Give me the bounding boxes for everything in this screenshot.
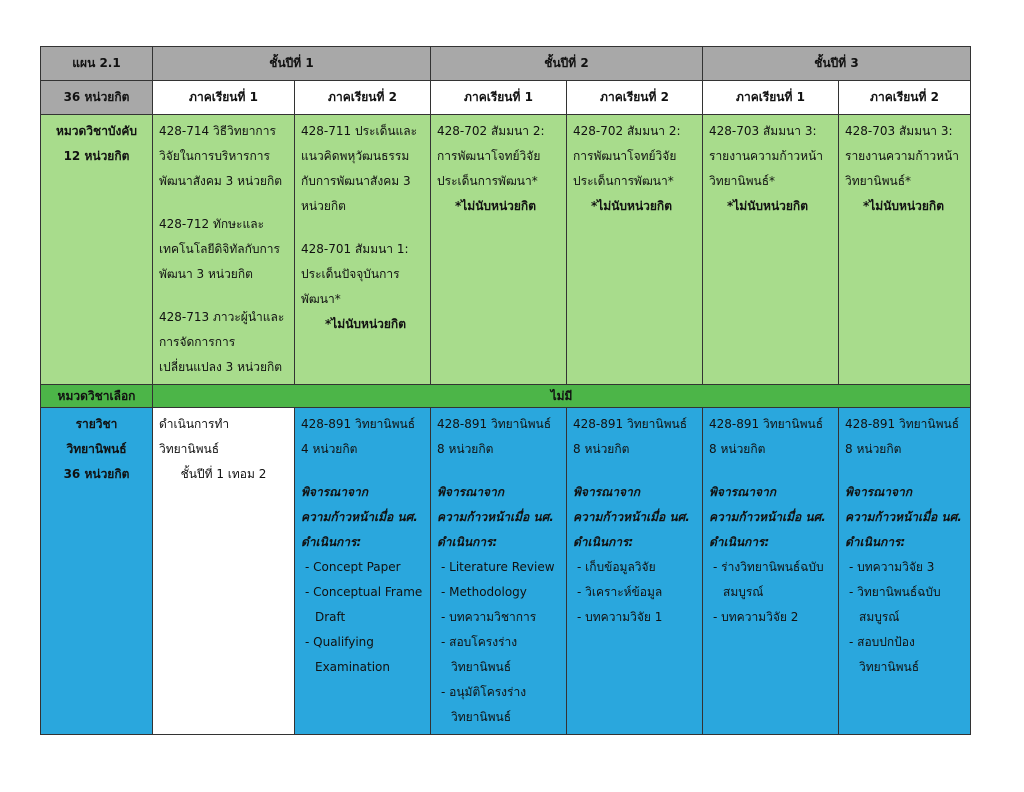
task-item: - Qualifying Examination: [305, 635, 391, 674]
thesis-label-line2: วิทยานิพนธ์: [66, 442, 127, 456]
action-label: ดำเนินการ:: [301, 535, 362, 549]
plan-label: แผน 2.1: [41, 47, 153, 81]
term-header: ภาคเรียนที่ 1: [153, 81, 295, 115]
thesis-y2t2: [567, 408, 703, 735]
task-item: - บทความวิจัย 1: [577, 610, 663, 624]
consider-label: พิจารณาจาก: [301, 485, 369, 499]
no-credit-note: *ไม่นับหน่วยกิต: [727, 199, 808, 213]
action-label: ดำเนินการ:: [709, 535, 770, 549]
term-header: ภาคเรียนที่ 2: [567, 81, 703, 115]
thesis-y3t2: [839, 408, 971, 735]
course-item: 428-711 ประเด็นและแนวคิดพหุวัฒนธรรมกับการพัฒนาสังคม 3 หน่วยกิต: [301, 124, 418, 213]
required-y2t2: [567, 115, 703, 385]
term-header: ภาคเรียนที่ 1: [703, 81, 839, 115]
thesis-credits: 4 หน่วยกิต: [301, 442, 358, 456]
course-item: 428-702 สัมมนา 2: การพัฒนาโจทย์วิจัยประเด็นการพัฒนา*: [573, 124, 681, 188]
task-item: - เก็บข้อมูลวิจัย: [577, 560, 656, 574]
required-label-title: หมวดวิชาบังคับ: [55, 124, 138, 138]
required-y1t2: [295, 115, 431, 385]
task-item: - วิเคราะห์ข้อมูล: [577, 585, 663, 599]
thesis-y3t1: [703, 408, 839, 735]
term-header: ภาคเรียนที่ 1: [431, 81, 567, 115]
thesis-credits: 8 หน่วยกิต: [845, 442, 902, 456]
course-item: 428-701 สัมมนา 1: ประเด็นปัจจุบันการพัฒนา*: [301, 242, 409, 306]
no-credit-note: *ไม่นับหน่วยกิต: [591, 199, 672, 213]
task-item: - อนุมัติโครงร่างวิทยานิพนธ์: [441, 685, 527, 724]
no-credit-note: *ไม่นับหน่วยกิต: [455, 199, 536, 213]
task-item: - Literature Review: [441, 560, 555, 574]
thesis-row: [41, 408, 971, 735]
course-item: 428-714 วิธีวิทยาการวิจัยในการบริหารการพัฒนาสังคม 3 หน่วยกิต: [159, 124, 283, 188]
task-item: - บทความวิจัย 2: [713, 610, 799, 624]
required-label-credits: 12 หน่วยกิต: [63, 149, 130, 163]
thesis-label-credits: 36 หน่วยกิต: [63, 467, 130, 481]
total-credits-label: 36 หน่วยกิต: [41, 81, 153, 115]
thesis-label-line1: รายวิชา: [75, 417, 118, 431]
term-header: ภาคเรียนที่ 2: [295, 81, 431, 115]
thesis-y1t2: [295, 408, 431, 735]
progress-label: ความก้าวหน้าเมื่อ นศ.: [709, 510, 826, 524]
required-y2t1: [431, 115, 567, 385]
consider-label: พิจารณาจาก: [845, 485, 913, 499]
action-label: ดำเนินการ:: [845, 535, 906, 549]
task-item: - บทความวิจัย 3: [849, 560, 935, 574]
course-item: 428-702 สัมมนา 2: การพัฒนาโจทย์วิจัยประเด็นการพัฒนา*: [437, 124, 545, 188]
task-item: - Conceptual Frame Draft: [305, 585, 423, 624]
required-y3t1: [703, 115, 839, 385]
task-item: - Concept Paper: [305, 560, 401, 574]
thesis-y1t1: [153, 408, 295, 735]
thesis-course: 428-891 วิทยานิพนธ์: [845, 417, 960, 431]
required-y3t2: [839, 115, 971, 385]
study-plan-table: [40, 46, 971, 735]
thesis-course: 428-891 วิทยานิพนธ์: [437, 417, 552, 431]
task-item: - Methodology: [441, 585, 527, 599]
action-label: ดำเนินการ:: [437, 535, 498, 549]
task-item: - บทความวิชาการ: [441, 610, 537, 624]
action-label: ดำเนินการ:: [573, 535, 634, 549]
task-item: - วิทยานิพนธ์ฉบับสมบูรณ์: [849, 585, 941, 624]
thesis-y2t1: [431, 408, 567, 735]
term-header: ภาคเรียนที่ 2: [839, 81, 971, 115]
thesis-label: [41, 408, 153, 735]
year-1-header: ชั้นปีที่ 1: [153, 47, 431, 81]
required-row: [41, 115, 971, 385]
required-y1t1: [153, 115, 295, 385]
consider-label: พิจารณาจาก: [709, 485, 777, 499]
thesis-credits: 8 หน่วยกิต: [437, 442, 494, 456]
thesis-course: 428-891 วิทยานิพนธ์: [709, 417, 824, 431]
task-item: - สอบปกป้องวิทยานิพนธ์: [849, 635, 920, 674]
thesis-credits: 8 หน่วยกิต: [709, 442, 766, 456]
elective-label: หมวดวิชาเลือก: [41, 385, 153, 408]
progress-label: ความก้าวหน้าเมื่อ นศ.: [301, 510, 418, 524]
course-item: 428-703 สัมมนา 3: รายงานความก้าวหน้าวิทยานิพนธ์*: [845, 124, 960, 188]
progress-label: ความก้าวหน้าเมื่อ นศ.: [573, 510, 690, 524]
course-item: 428-703 สัมมนา 3: รายงานความก้าวหน้าวิทยานิพนธ์*: [709, 124, 824, 188]
required-label: [41, 115, 153, 385]
thesis-start-term: ชั้นปีที่ 1 เทอม 2: [180, 467, 267, 481]
thesis-start-note: ดำเนินการทำวิทยานิพนธ์: [159, 417, 230, 456]
elective-row: [41, 385, 971, 408]
task-item: - สอบโครงร่างวิทยานิพนธ์: [441, 635, 518, 674]
no-credit-note: *ไม่นับหน่วยกิต: [325, 317, 406, 331]
course-item: 428-712 ทักษะและเทคโนโลยีดิจิทัลกับการพัฒนา 3 หน่วยกิต: [159, 217, 280, 281]
year-2-header: ชั้นปีที่ 2: [431, 47, 703, 81]
course-item: 428-713 ภาวะผู้นำและการจัดการการเปลี่ยนแปลง 3 หน่วยกิต: [159, 310, 285, 374]
header-row-years: [41, 47, 971, 81]
thesis-course: 428-891 วิทยานิพนธ์: [573, 417, 688, 431]
progress-label: ความก้าวหน้าเมื่อ นศ.: [845, 510, 962, 524]
progress-label: ความก้าวหน้าเมื่อ นศ.: [437, 510, 554, 524]
thesis-credits: 8 หน่วยกิต: [573, 442, 630, 456]
elective-value: ไม่มี: [153, 385, 971, 408]
header-row-terms: [41, 81, 971, 115]
year-3-header: ชั้นปีที่ 3: [703, 47, 971, 81]
task-item: - ร่างวิทยานิพนธ์ฉบับสมบูรณ์: [713, 560, 824, 599]
consider-label: พิจารณาจาก: [573, 485, 641, 499]
no-credit-note: *ไม่นับหน่วยกิต: [863, 199, 944, 213]
consider-label: พิจารณาจาก: [437, 485, 505, 499]
thesis-course: 428-891 วิทยานิพนธ์: [301, 417, 416, 431]
